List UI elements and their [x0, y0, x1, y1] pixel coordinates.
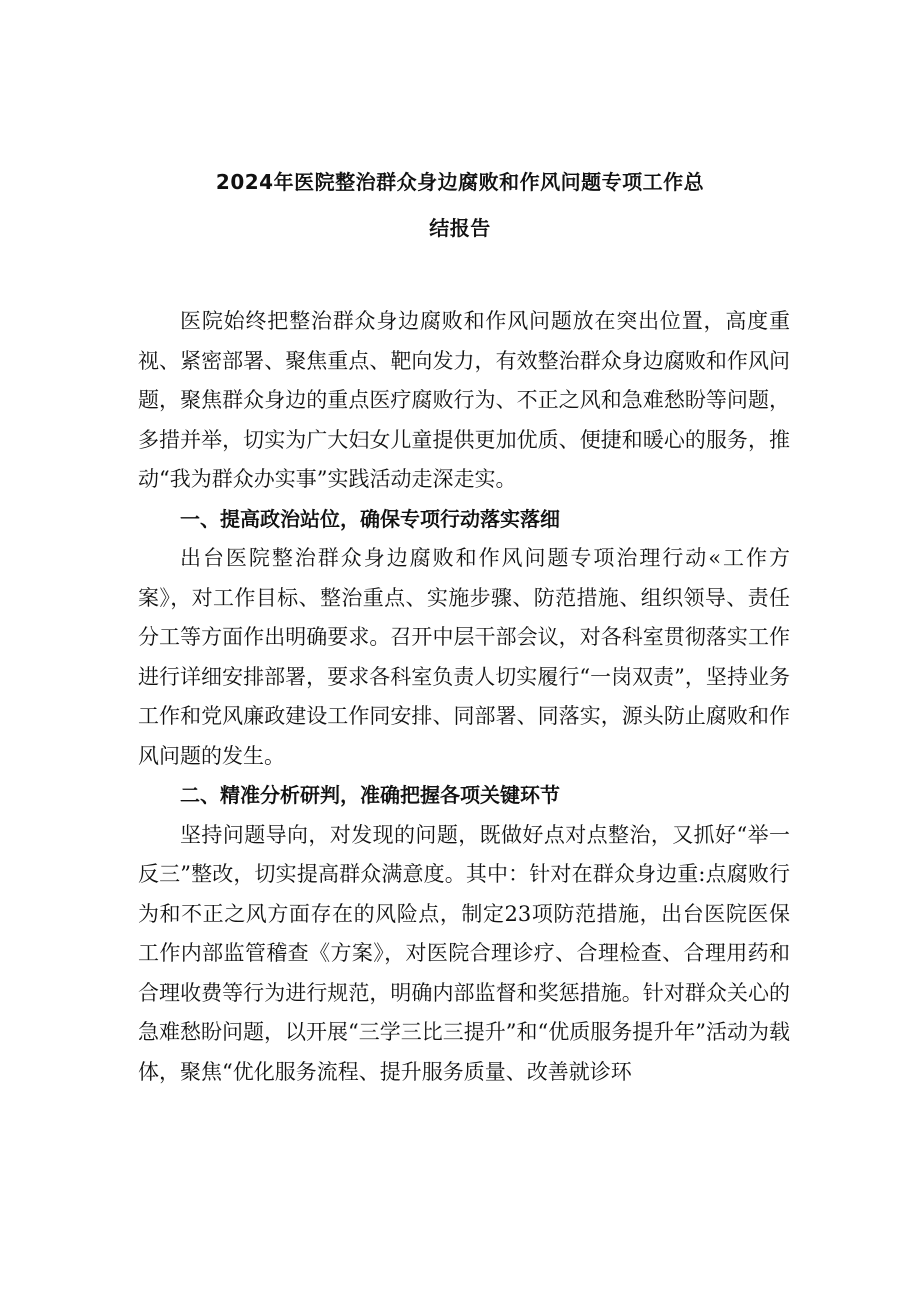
- section-2-paragraph: 坚持问题导向，对发现的问题，既做好点对点整治，又抓好“举一反三”整改，切实提高群众满意度。其中：针对在群众身边重:点腐败行为和不正之风方面存在的风险点，制定23项防范措施，出台医院医保工作内部监管稽查《方案》，对医院合理诊疗、合理检查、合理用药和合理收费等行为进行规范，明确内部监督和奖惩措施。针对群众关心的急难愁盼问题，以开展“三学三比三提升”和“优质服务提升年”活动为载体，聚焦“优化服务流程、提升服务质量、改善就诊环: [138, 822, 790, 1084]
- document-title-line-1: 2024年医院整治群众身边腐败和作风问题专项工作总: [215, 170, 705, 194]
- section-1-paragraph: 出台医院整治群众身边腐败和作风问题专项治理行动«工作方案》，对工作目标、整治重点、实施步骤、防范措施、组织领导、责任分工等方面作出明确要求。召开中层干部会议，对各科室贯彻落实工作进行详细安排部署，要求各科室负责人切实履行“一岗双责”，坚持业务工作和党风廉政建设工作同安排、同部署、同落实，源头防止腐败和作风问题的发生。: [138, 546, 790, 768]
- section-1-heading: 一、提高政治站位，确保专项行动落实落细: [180, 506, 560, 531]
- section-2-heading: 二、精准分析研判，准确把握各项关键环节: [180, 783, 560, 807]
- document-title-line-2: 结报告: [429, 216, 491, 240]
- document-body: [138, 302, 790, 1092]
- intro-paragraph: 医院始终把整治群众身边腐败和作风问题放在突出位置，高度重视、紧密部署、聚焦重点、靶向发力，有效整治群众身边腐败和作风问题，聚焦群众身边的重点医疗腐败行为、不正之风和急难愁盼等问题，多措并举，切实为广大妇女儿童提供更加优质、便捷和暖心的服务，推动“我为群众办实事”实践活动走深走实。: [138, 309, 790, 491]
